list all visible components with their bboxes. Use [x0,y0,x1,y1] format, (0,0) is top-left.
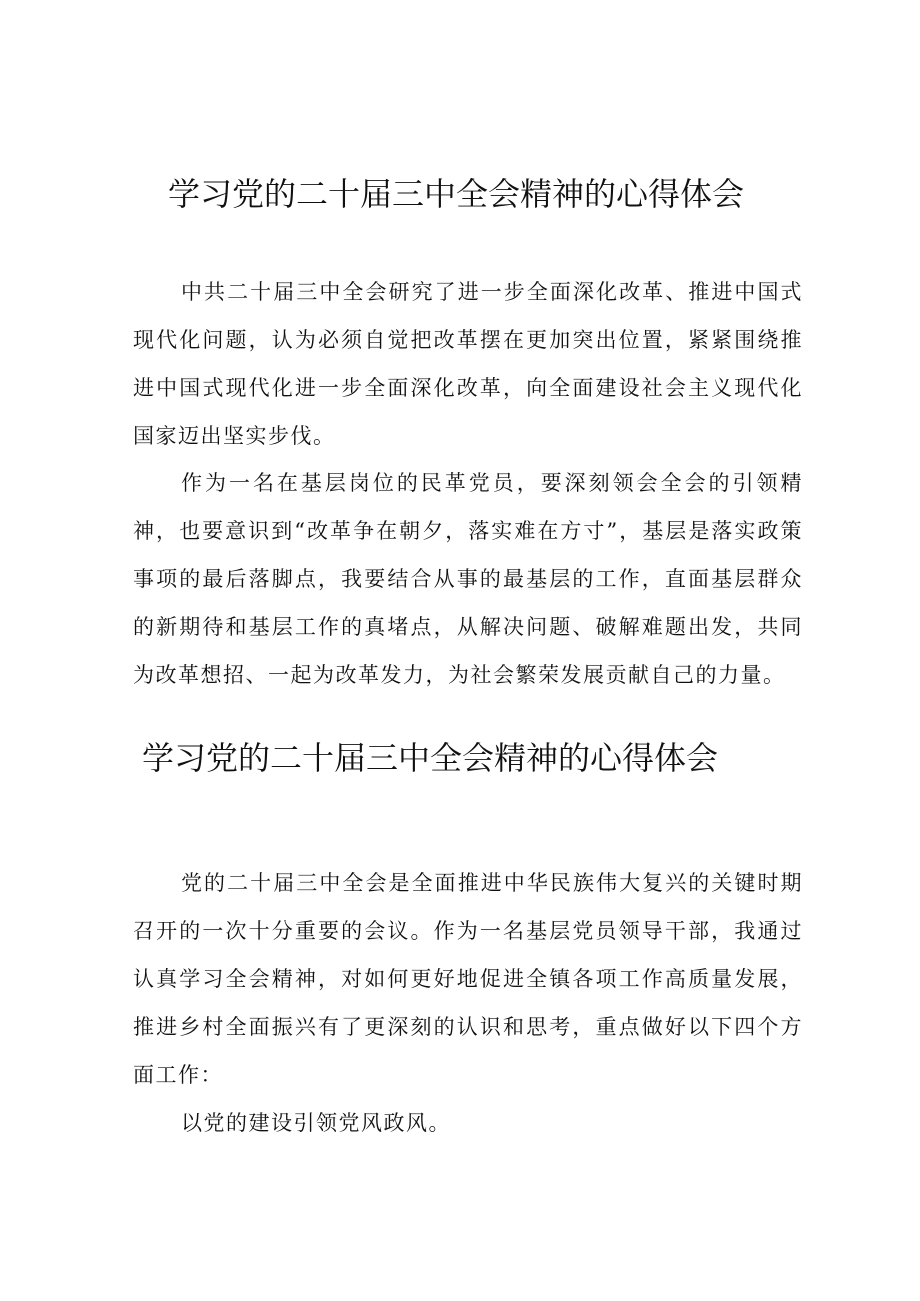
article-paragraph: 作为一名在基层岗位的民革党员，要深刻领会全会的引领精神，也要意识到“改革争在朝夕，落实难在方寸”，基层是落实政策事项的最后落脚点，我要结合从事的最基层的工作，直面基层群众的新期待和基层工作的真堵点，从解决问题、破解难题出发，共同为改革想招、一起为改革发力，为社会繁荣发展贡献自己的力量。 [133,471,803,687]
article-paragraph: 党的二十届三中全会是全面推进中华民族伟大复兴的关键时期召开的一次十分重要的会议。作为一名基层党员领导干部，我通过认真学习全会精神，对如何更好地促进全镇各项工作高质量发展，推进乡村全面振兴有了更深刻的认识和思考，重点做好以下四个方面工作： [133,871,803,1087]
article-paragraph: 以党的建设引领党风政风。 [181,1111,451,1135]
article-title: 学习党的二十届三中全会精神的心得体会 [142,739,719,777]
article-title: 学习党的二十届三中全会精神的心得体会 [168,175,745,213]
article-paragraph: 中共二十届三中全会研究了进一步全面深化改革、推进中国式现代化问题，认为必须自觉把改革摆在更加突出位置，紧紧围绕推进中国式现代化进一步全面深化改革，向全面建设社会主义现代化国家迈出坚实步伐。 [133,280,803,448]
